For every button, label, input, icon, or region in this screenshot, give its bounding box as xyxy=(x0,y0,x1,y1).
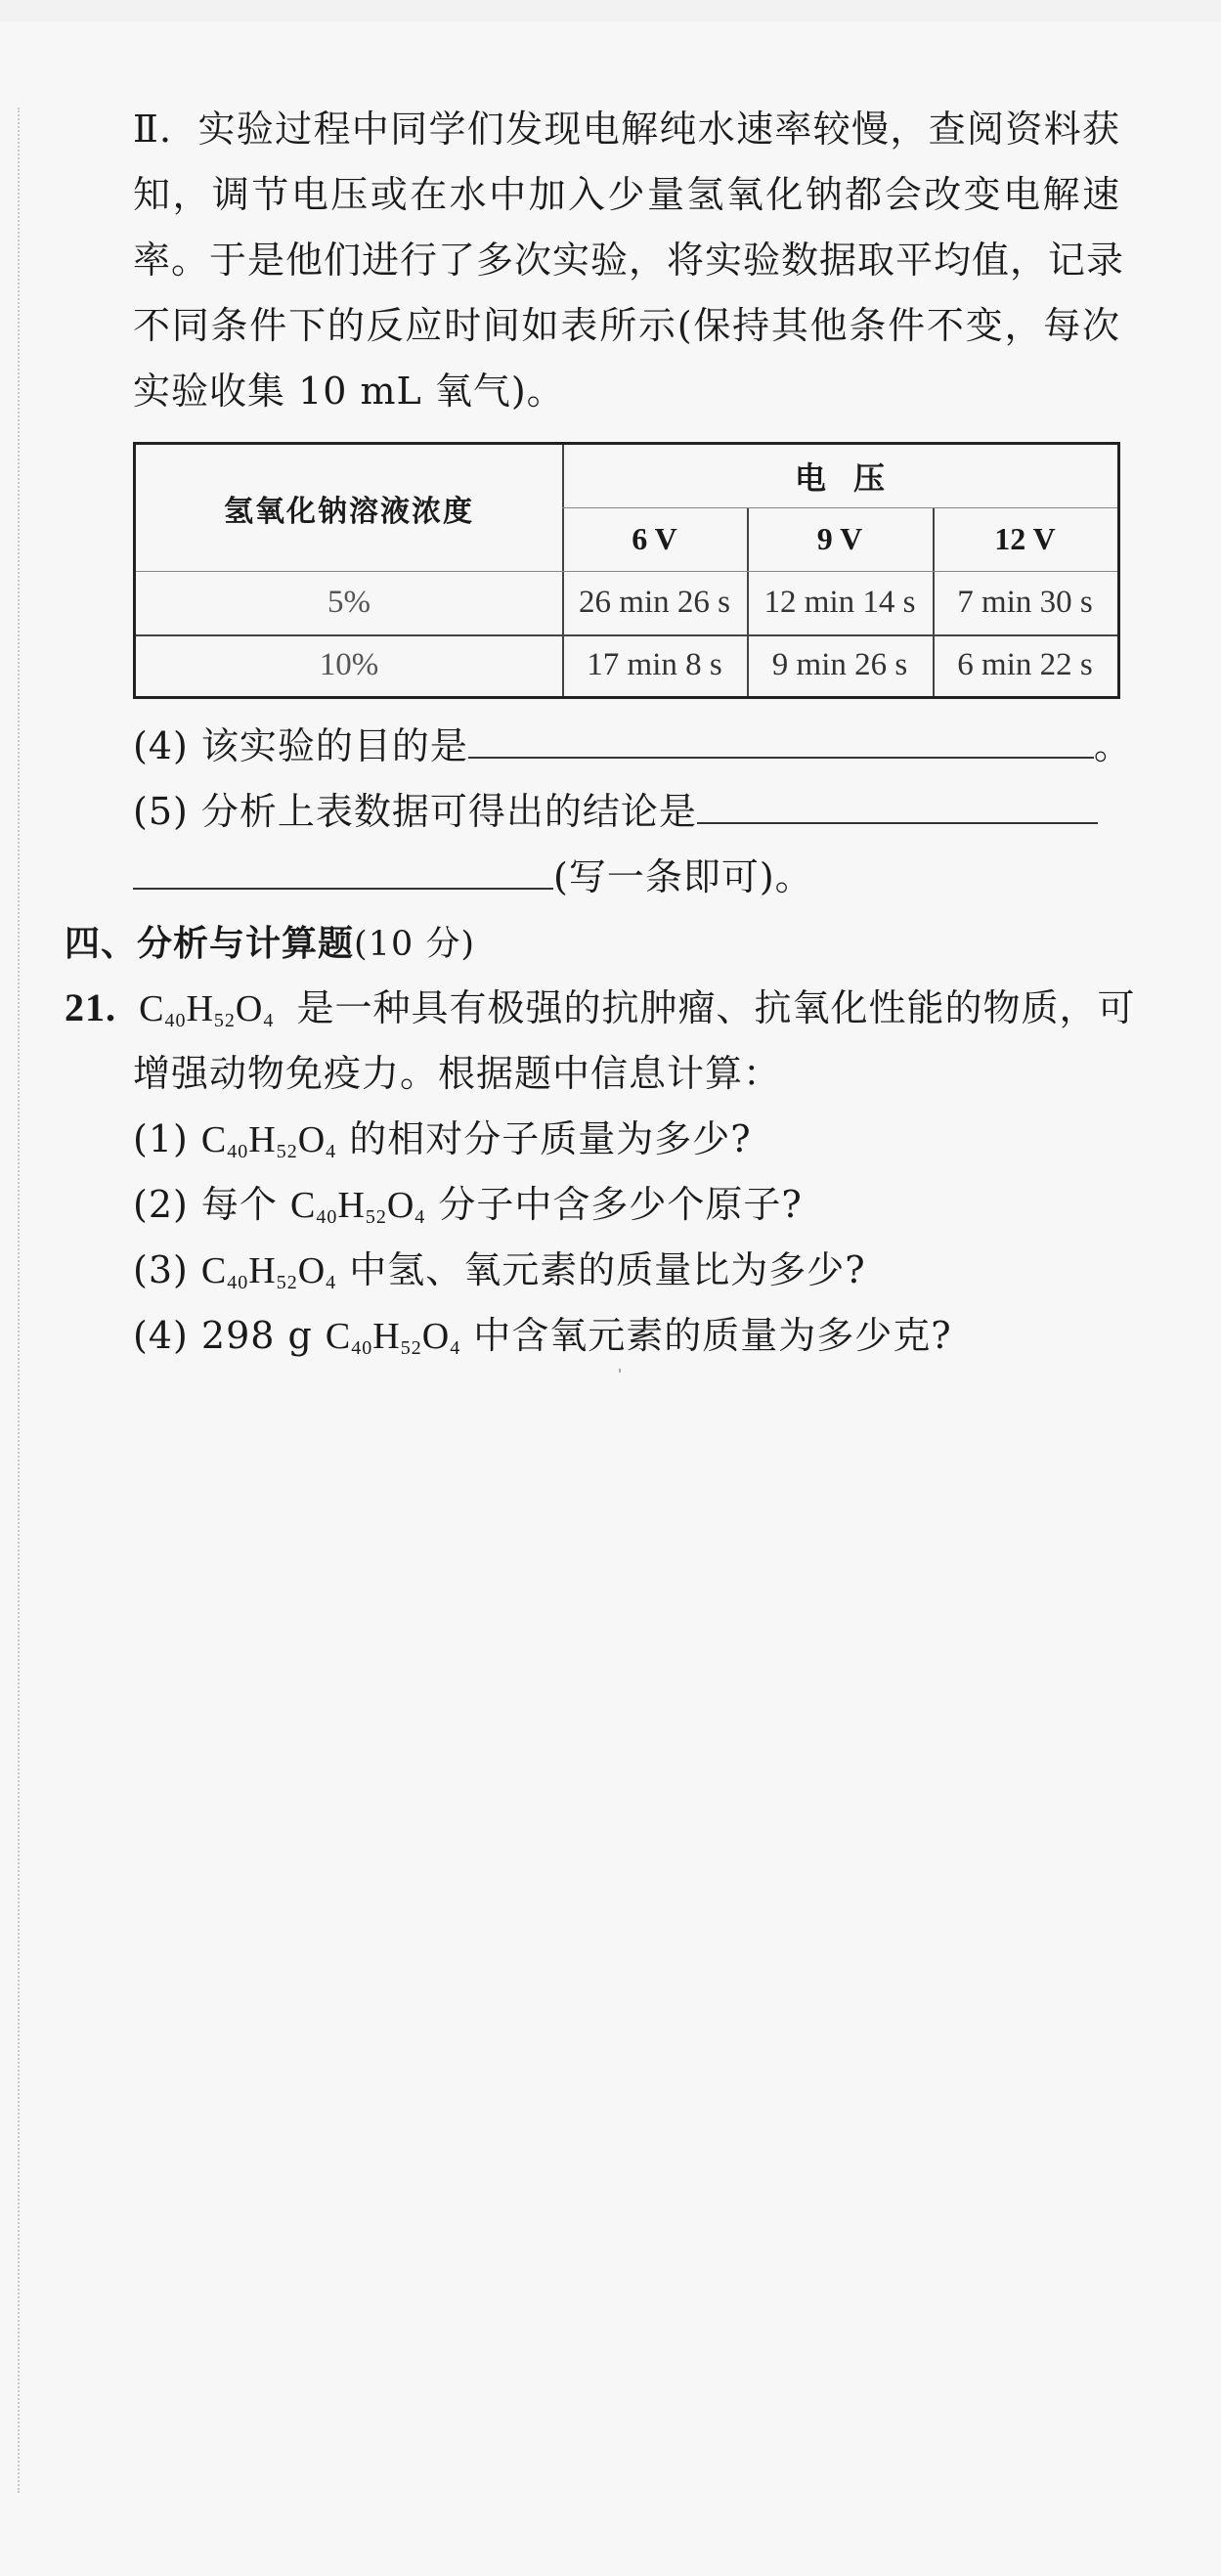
answer-blank-4[interactable] xyxy=(468,721,1094,759)
answer-blank-5a[interactable] xyxy=(697,787,1098,824)
header-voltage: 电压 xyxy=(794,459,912,497)
chemical-formula: $C_{40}H_{52}O_4$ xyxy=(200,1250,337,1293)
question-4-end: 。 xyxy=(1093,724,1132,767)
chemical-formula: $C_{40}H_{52}O_4$ xyxy=(139,988,275,1031)
header-concentration: 氢氧化钠溶液浓度 xyxy=(224,494,474,529)
question-number: 21. xyxy=(65,985,116,1029)
chemical-formula: $C_{40}H_{52}O_4$ xyxy=(200,1119,337,1162)
top-bar xyxy=(0,0,1221,22)
section-score: (10 分) xyxy=(354,925,475,964)
intro-line-2: 知，调节电压或在水中加入少量氢氧化钠都会改变电解速 xyxy=(133,173,1120,216)
cell-10-9v: 9 min 26 s xyxy=(771,647,908,682)
question-5-tail: (写一条即可)。 xyxy=(553,855,813,898)
header-voltage-6v: 6 V xyxy=(632,521,677,556)
data-table xyxy=(133,442,1120,699)
intro-line-3: 率。于是他们进行了多次实验，将实验数据取平均值，记录 xyxy=(133,239,1125,282)
header-voltage-9v: 9 V xyxy=(816,521,863,556)
header-voltage-12v: 12 V xyxy=(994,521,1056,556)
sub-question-1: (1) $C_{40}H_{52}O_4$ 的相对分子质量为多少? xyxy=(133,1117,752,1162)
cell-5-6v: 26 min 26 s xyxy=(579,585,730,620)
cell-10-12v: 6 min 22 s xyxy=(957,647,1093,682)
row-concentration-5: 5% xyxy=(327,585,371,620)
row-concentration-10: 10% xyxy=(319,647,379,682)
margin-dotted-line xyxy=(18,108,20,2493)
answer-blank-5b[interactable] xyxy=(133,852,553,890)
question-21-line-2: 增强动物免疫力。根据题中信息计算： xyxy=(133,1052,782,1095)
chemical-formula: $C_{40}H_{52}O_4$ xyxy=(325,1316,461,1359)
cell-10-6v: 17 min 8 s xyxy=(587,647,722,682)
cell-5-12v: 7 min 30 s xyxy=(957,585,1093,620)
sub-question-2: (2) 每个 $C_{40}H_{52}O_4$ 分子中含多少个原子? xyxy=(133,1183,803,1228)
question-5 xyxy=(133,787,1098,836)
intro-line-5: 实验收集 10 mL 氧气)。 xyxy=(133,370,565,413)
intro-line-1: Ⅱ．实验过程中同学们发现电解纯水速率较慢，查阅资料获 xyxy=(133,108,1120,151)
question-5-text: (5) 分析上表数据可得出的结论是 xyxy=(133,790,697,833)
cell-5-9v: 12 min 14 s xyxy=(763,585,916,620)
sub-question-3: (3) $C_{40}H_{52}O_4$ 中氢、氧元素的质量比为多少? xyxy=(133,1248,866,1293)
question-4 xyxy=(133,721,1132,770)
question-4-text: (4) 该实验的目的是 xyxy=(133,724,468,767)
section-heading xyxy=(65,918,475,969)
chemical-formula: $C_{40}H_{52}O_4$ xyxy=(290,1185,426,1228)
question-21-line-1 xyxy=(65,983,1135,1045)
intro-line-4: 不同条件下的反应时间如表所示(保持其他条件不变，每次 xyxy=(133,304,1120,347)
question-5-continued xyxy=(133,852,813,901)
question-21-text: 是一种具有极强的抗肿瘤、抗氧化性能的物质，可 xyxy=(296,986,1136,1029)
scan-speck xyxy=(619,1369,621,1373)
sub-question-4: (4) 298 g $C_{40}H_{52}O_4$ 中含氧元素的质量为多少克? xyxy=(133,1314,952,1359)
section-title: 四、分析与计算题 xyxy=(65,924,355,964)
